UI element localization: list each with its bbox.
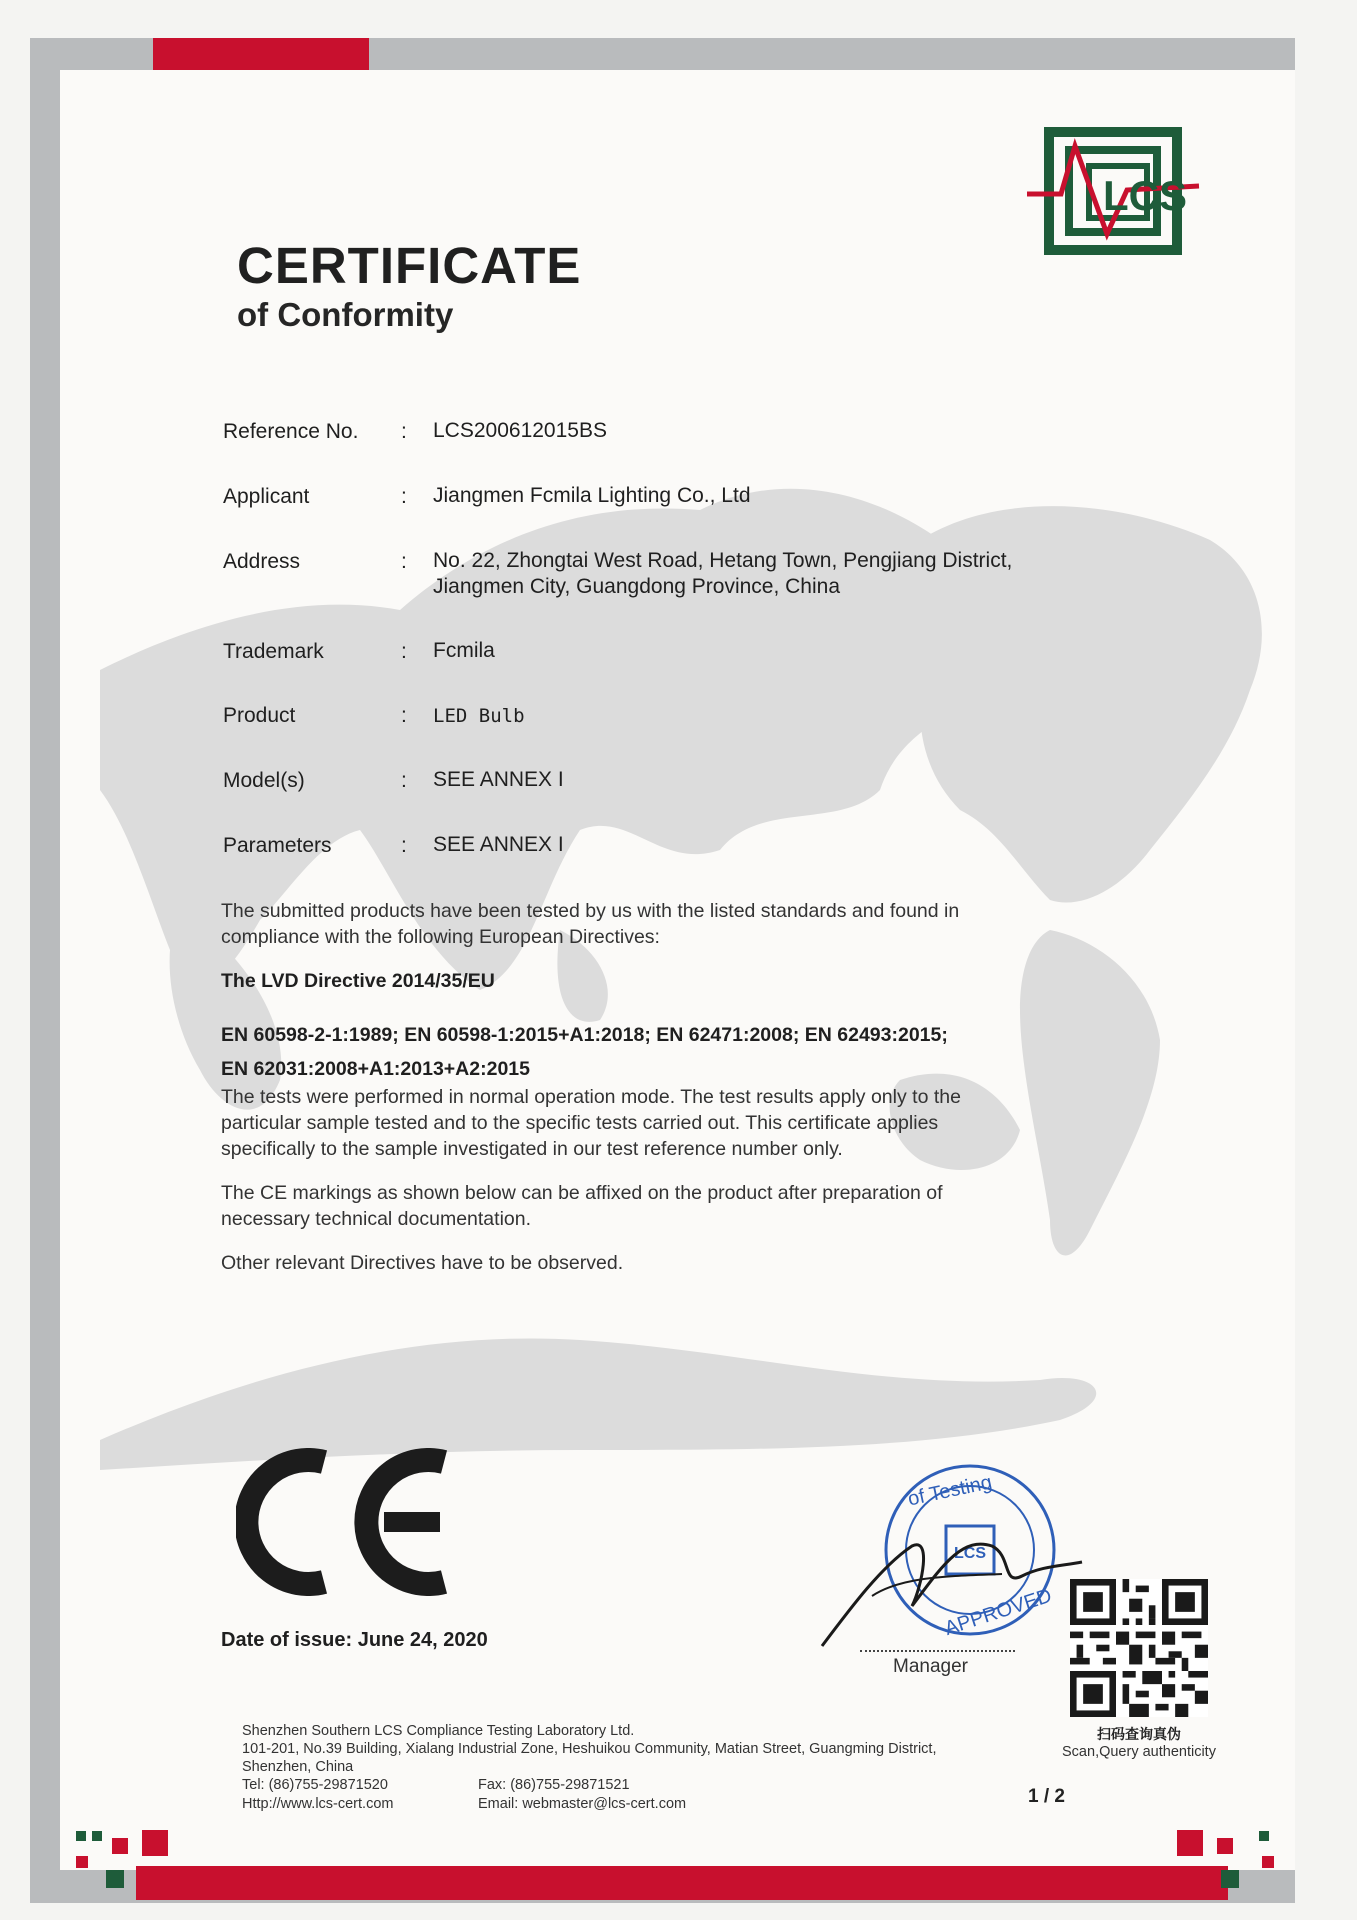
field-colon: : xyxy=(401,834,407,857)
qr-caption-en: Scan,Query authenticity xyxy=(1062,1744,1216,1760)
field-colon: : xyxy=(401,420,407,443)
intro-line: compliance with the following European Directives: xyxy=(221,926,660,948)
bottom-accent-bar xyxy=(136,1866,1228,1900)
field-label-reference: Reference No. xyxy=(223,420,359,443)
field-label-applicant: Applicant xyxy=(223,485,310,508)
field-value-parameters: SEE ANNEX I xyxy=(433,833,564,856)
directive: The LVD Directive 2014/35/EU xyxy=(221,970,495,992)
field-label-parameters: Parameters xyxy=(223,834,332,857)
field-colon: : xyxy=(401,485,407,508)
field-value-models: SEE ANNEX I xyxy=(433,768,564,791)
ce-mark-icon xyxy=(236,1448,456,1596)
tests-paragraph xyxy=(221,1084,1081,1162)
field-label-models: Model(s) xyxy=(223,769,305,792)
page-number: 1 / 2 xyxy=(1028,1786,1065,1807)
svg-text:of Testing: of Testing xyxy=(905,1471,994,1511)
svg-text:APPROVED: APPROVED xyxy=(941,1584,1055,1640)
footer-website[interactable]: Http://www.lcs-cert.com xyxy=(242,1796,394,1812)
tests-line: specifically to the sample investigated in our test reference number only. xyxy=(221,1138,843,1160)
ce-paragraph xyxy=(221,1180,1081,1232)
qr-code xyxy=(1070,1579,1208,1717)
logo-mark: LCS xyxy=(1103,172,1187,219)
ce-line: necessary technical documentation. xyxy=(221,1208,532,1230)
standards-line: EN 60598-2-1:1989; EN 60598-1:2015+A1:2018; EN 62471:2008; EN 62493:2015; xyxy=(221,1024,948,1046)
footer-address-line2: Shenzhen, China xyxy=(242,1759,354,1775)
other-directives-note: Other relevant Directives have to be observed. xyxy=(221,1252,624,1274)
standards-line: EN 62031:2008+A1:2013+A2:2015 xyxy=(221,1058,530,1080)
field-value-trademark: Fcmila xyxy=(433,639,495,662)
field-colon: : xyxy=(401,550,407,573)
intro-line: The submitted products have been tested by us with the listed standards and found in xyxy=(221,900,960,922)
footer-tel: Tel: (86)755-29871520 xyxy=(242,1777,388,1793)
footer-company: Shenzhen Southern LCS Compliance Testing Laboratory Ltd. xyxy=(242,1723,635,1739)
field-value-address-line2: Jiangmen City, Guangdong Province, China xyxy=(433,575,841,598)
ce-mark-text: CE xyxy=(236,1448,238,1449)
approval-stamp xyxy=(812,1456,1090,1656)
field-value-applicant: Jiangmen Fcmila Lighting Co., Ltd xyxy=(433,484,751,507)
field-label-trademark: Trademark xyxy=(223,640,324,663)
standards-list xyxy=(221,1018,1081,1086)
stamp-mark: LCS xyxy=(954,1545,986,1562)
field-value-product: LED Bulb xyxy=(433,705,525,727)
qr-caption-cn: 扫码查询真伪 xyxy=(1097,1726,1181,1742)
field-colon: : xyxy=(401,640,407,663)
footer-address-line1: 101-201, No.39 Building, Xialang Industrial Zone, Heshuikou Community, Matian Street, Guangming District, xyxy=(242,1741,937,1757)
footer-fax: Fax: (86)755-29871521 xyxy=(478,1777,630,1793)
tests-line: The tests were performed in normal operation mode. The test results apply only to the xyxy=(221,1086,961,1108)
field-colon: : xyxy=(401,769,407,792)
intro-paragraph xyxy=(221,898,1081,950)
field-colon: : xyxy=(401,704,407,727)
date-of-issue: Date of issue: June 24, 2020 xyxy=(221,1629,488,1651)
lcs-logo xyxy=(1023,126,1203,256)
ce-line: The CE markings as shown below can be affixed on the product after preparation of xyxy=(221,1182,943,1204)
certificate-subtitle: of Conformity xyxy=(237,296,454,333)
signature-line xyxy=(860,1650,1015,1652)
field-label-address: Address xyxy=(223,550,301,573)
field-label-product: Product xyxy=(223,704,296,727)
tests-line: particular sample tested and to the specific tests carried out. This certificate applies xyxy=(221,1112,939,1134)
footer-email[interactable]: Email: webmaster@lcs-cert.com xyxy=(478,1796,687,1812)
certificate-title: CERTIFICATE xyxy=(237,237,582,294)
field-value-reference: LCS200612015BS xyxy=(433,419,607,442)
signatory-title: Manager xyxy=(893,1656,968,1677)
top-accent-bar xyxy=(153,38,369,70)
field-value-address-line1: No. 22, Zhongtai West Road, Hetang Town, Pengjiang District, xyxy=(433,549,1013,572)
